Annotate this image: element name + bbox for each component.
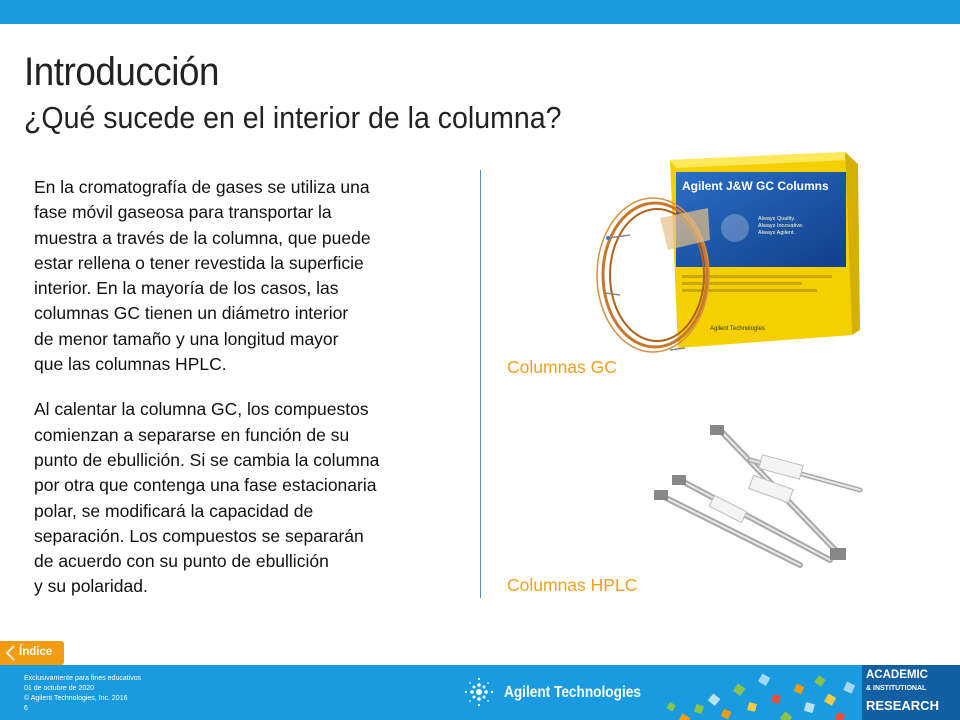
top-band (0, 0, 960, 24)
air-logo-line3: RESEARCH (866, 698, 939, 713)
footer-legal (24, 674, 141, 714)
academic-research-logo (862, 665, 960, 720)
page-number: 6 (24, 705, 28, 712)
svg-text:Always Quality.: Always Quality. (758, 216, 796, 222)
svg-text:Always Innovative.: Always Innovative. (758, 223, 804, 229)
slide-title: Introducción (24, 50, 219, 94)
paragraph-gc-intro: En la cromatografía de gases se utiliza una fase móvil gaseosa para transportar la muestra a través de la columna, que puede estar rellena o tener revestida la superficie interior. En la mayoría de los casos, las columnas GC tienen un diámetro interior de menor tamaño y una longitud mayor que las columnas HPLC. (34, 177, 371, 375)
agilent-spark-icon (462, 675, 496, 709)
footer-date: 01 de octubre de 2020 (24, 685, 95, 692)
index-button-label: Índice (19, 646, 53, 658)
svg-text:Always Agilent.: Always Agilent. (758, 230, 795, 236)
gc-box-title: Agilent J&W GC Columns (682, 179, 829, 193)
agilent-company-name: Agilent Technologies (504, 684, 641, 701)
caption-hplc-columns: Columnas HPLC (507, 575, 638, 595)
gc-columns-image (590, 150, 860, 360)
hplc-columns-image (650, 420, 870, 570)
air-logo-line2: & INSTITUTIONAL (866, 685, 927, 692)
air-logo-line1: ACADEMIC (866, 669, 928, 681)
footer-copyright: © Agilent Technologies, Inc. 2016 (24, 695, 128, 702)
slide-subtitle: ¿Qué sucede en el interior de la columna? (24, 100, 562, 135)
decorative-mosaic (660, 665, 860, 720)
index-button[interactable] (0, 641, 64, 665)
body-text (34, 175, 464, 620)
footer-bar (0, 665, 960, 720)
footer-usage-note: Exclusivamente para fines educativos (24, 675, 142, 682)
svg-text:Agilent Technologies: Agilent Technologies (710, 326, 765, 332)
paragraph-gc-separation: Al calentar la columna GC, los compuestos comienzan a separarse en función de su punto de ebullición. Si se cambia la columna por otra que contenga una fase estacionaria polar, se modificará la capacidad de separación. Los compuestos se separarán de acuerdo con su punto de ebullición y su polaridad. (34, 399, 380, 597)
divider-line (480, 170, 481, 598)
caption-gc-columns: Columnas GC (507, 357, 617, 377)
chevron-left-icon (3, 644, 19, 662)
